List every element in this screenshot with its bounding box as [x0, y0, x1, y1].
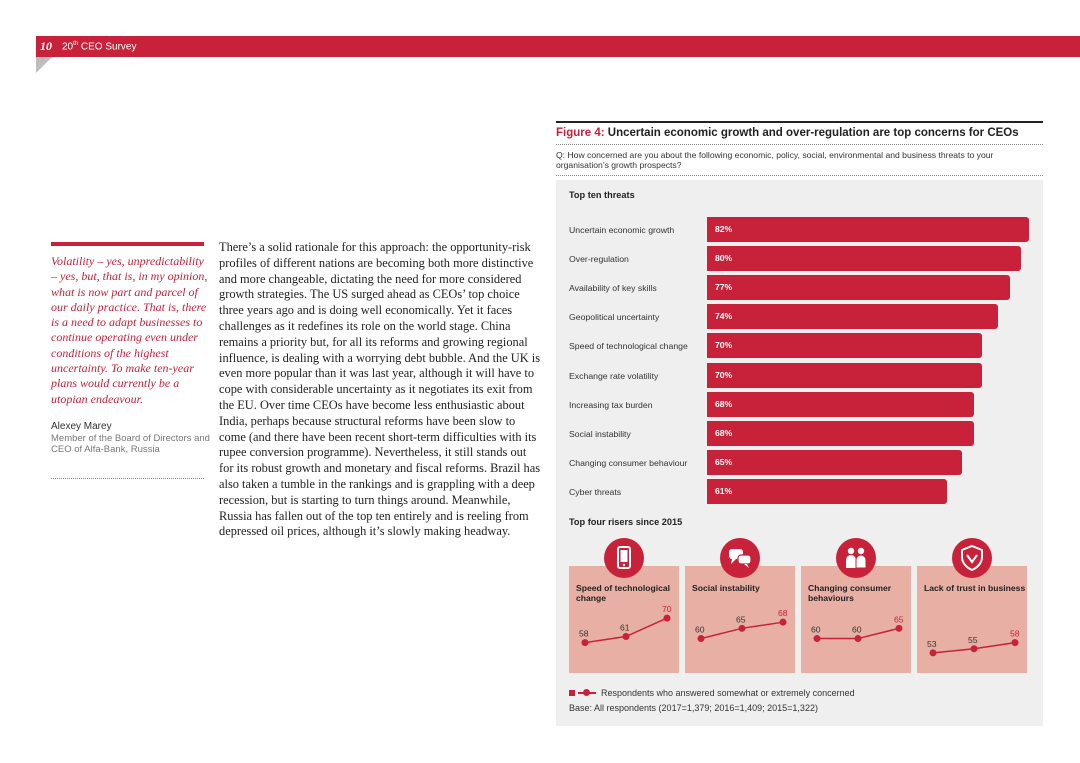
riser-point	[1012, 639, 1019, 646]
riser-point	[814, 635, 821, 642]
riser-line-chart	[569, 566, 679, 673]
threat-value-label: 68%	[715, 398, 733, 409]
riser-line-chart	[685, 566, 795, 673]
threat-value-label: 65%	[715, 456, 733, 467]
figure-divider	[556, 144, 1043, 145]
figure-top-rule	[556, 121, 1043, 123]
threat-bar	[707, 392, 974, 417]
threat-label: Cyber threats	[569, 486, 622, 497]
riser-point-label: 65	[894, 614, 904, 625]
threat-label: Over-regulation	[569, 254, 629, 265]
figure-question: Q: How concerned are you about the following economic, policy, social, environmental and business threats to your organisation’s growth prospects?	[556, 150, 994, 171]
threat-value-label: 70%	[715, 369, 733, 380]
riser-point	[855, 635, 862, 642]
figure-divider	[556, 175, 1043, 176]
riser-line-chart	[801, 566, 911, 673]
speech-bubbles-icon	[720, 538, 760, 578]
quote-author-role: Member of the Board of Directors and CEO of Alfa-Bank, Russia	[51, 433, 210, 456]
threat-value-label: 61%	[715, 485, 733, 496]
threat-value-label: 68%	[715, 427, 733, 438]
survey-name: 20th CEO Survey	[62, 40, 137, 53]
threat-label: Changing consumer behaviour	[569, 457, 688, 468]
riser-point	[739, 625, 746, 632]
riser-point-label: 65	[736, 614, 746, 625]
threat-bar	[707, 275, 1010, 300]
riser-point	[623, 633, 630, 640]
threat-value-label: 77%	[715, 282, 733, 293]
threat-label: Exchange rate volatility	[569, 370, 659, 381]
riser-point	[971, 645, 978, 652]
riser-point-label: 58	[579, 628, 589, 639]
threat-value-label: 74%	[715, 311, 733, 322]
legend-line-icon	[578, 690, 596, 696]
legend-square-icon	[569, 690, 575, 696]
threat-label: Social instability	[569, 428, 631, 439]
riser-point	[664, 615, 671, 622]
riser-point	[582, 639, 589, 646]
riser-point	[896, 625, 903, 632]
figure-legend	[569, 688, 855, 698]
riser-panel	[685, 566, 795, 673]
people-icon-glyph	[836, 538, 876, 578]
threat-label: Increasing tax burden	[569, 399, 653, 410]
riser-title: Speed of technological change	[576, 583, 671, 603]
riser-point-label: 55	[968, 634, 978, 645]
threat-label: Uncertain economic growth	[569, 225, 675, 235]
riser-point	[780, 619, 787, 626]
figure-base-note: Base: All respondents (2017=1,379; 2016=1,409; 2015=1,322)	[569, 703, 818, 713]
quote-author: Alexey Marey	[51, 421, 112, 432]
riser-line-chart	[917, 566, 1027, 673]
riser-point-label: 68	[778, 608, 788, 619]
riser-point	[698, 635, 705, 642]
tablet-icon-glyph	[604, 538, 644, 578]
threat-label: Speed of technological change	[569, 341, 688, 352]
riser-panel	[569, 566, 679, 673]
riser-panel	[917, 566, 1027, 673]
shield-icon-glyph	[952, 538, 992, 578]
pull-quote: Volatility – yes, unpredictability – yes, but, that is, in my opinion, what is now part and parcel of our daily practice. That is, there is a need to adapt businesses to continue operating even under conditions of the highest uncertainty. To make ten-year plans would currently be a utopian endeavour.	[51, 254, 208, 406]
page-header-bar	[36, 36, 1080, 57]
threats-section-title: Top ten threats	[569, 190, 635, 200]
riser-point-label: 60	[852, 624, 862, 635]
legend-text: Respondents who answered somewhat or extremely concerned	[601, 688, 855, 698]
riser-point	[930, 649, 937, 656]
threat-bar	[707, 421, 974, 446]
page-number: 10	[40, 39, 52, 53]
threat-label: Geopolitical uncertainty	[569, 312, 660, 323]
threat-bar	[707, 217, 1029, 242]
page-corner-fold	[36, 57, 52, 73]
riser-point-label: 70	[662, 604, 672, 615]
riser-point-label: 60	[695, 624, 705, 635]
threat-bar	[707, 479, 947, 504]
riser-point-label: 58	[1010, 628, 1020, 639]
threat-bar	[707, 333, 982, 358]
riser-panel	[801, 566, 911, 673]
threat-label: Availability of key skills	[569, 283, 657, 294]
speech-bubbles-icon-glyph	[720, 538, 760, 578]
riser-title: Changing consumer behaviours	[808, 583, 892, 603]
figure-title: Figure 4: Uncertain economic growth and over-regulation are top concerns for CEOs	[556, 127, 1019, 139]
body-paragraph: There’s a solid rationale for this approach: the opportunity-risk profiles of different nations are becoming both more distinctive and more changeable, dictating the need for more considered growth strategies. The US surged ahead as CEOs’ top choice three years ago and is doing well economically. Yet it faces challenges as it redefines its role on the world stage. China remains a priority but, for all its reforms and growing regional influence, is dealing with a worrying debt bubble. And the UK is even more popular than it was last year, although it will have to cope with considerable uncertainty as it negotiates its exit from the EU. Over time CEOs have become less enthusiastic about India, perhaps because structural reforms have been slow to come (and there have been recent short-term difficulties with its rupee conversion programme). Nevertheless, it still stands out for its robust growth and monetary and fiscal reforms. Brazil has also taken a tumble in the rankings and is grappling with a deep recession, but is starting to turn things around. Meanwhile, Russia has fallen out of the top ten entirely and is reeling from depressed oil prices, although it’s slowly making headway.	[219, 240, 541, 539]
riser-title: Social instability	[692, 583, 760, 593]
threat-bar	[707, 363, 982, 388]
figure-label: Figure 4:	[556, 127, 605, 139]
threat-bar	[707, 450, 962, 475]
tablet-icon	[604, 538, 644, 578]
threat-bar	[707, 304, 998, 329]
quote-rule	[51, 242, 204, 246]
quote-divider	[51, 478, 204, 479]
people-icon	[836, 538, 876, 578]
threat-bar	[707, 246, 1021, 271]
threat-value-label: 80%	[715, 253, 733, 264]
riser-point-label: 53	[927, 638, 937, 649]
riser-title: Lack of trust in business	[924, 583, 1026, 593]
shield-icon	[952, 538, 992, 578]
riser-point-label: 61	[620, 622, 630, 633]
risers-section-title: Top four risers since 2015	[569, 517, 683, 527]
threat-value-label: 70%	[715, 340, 733, 351]
threat-value-label: 82%	[715, 224, 733, 234]
riser-point-label: 60	[811, 624, 821, 635]
